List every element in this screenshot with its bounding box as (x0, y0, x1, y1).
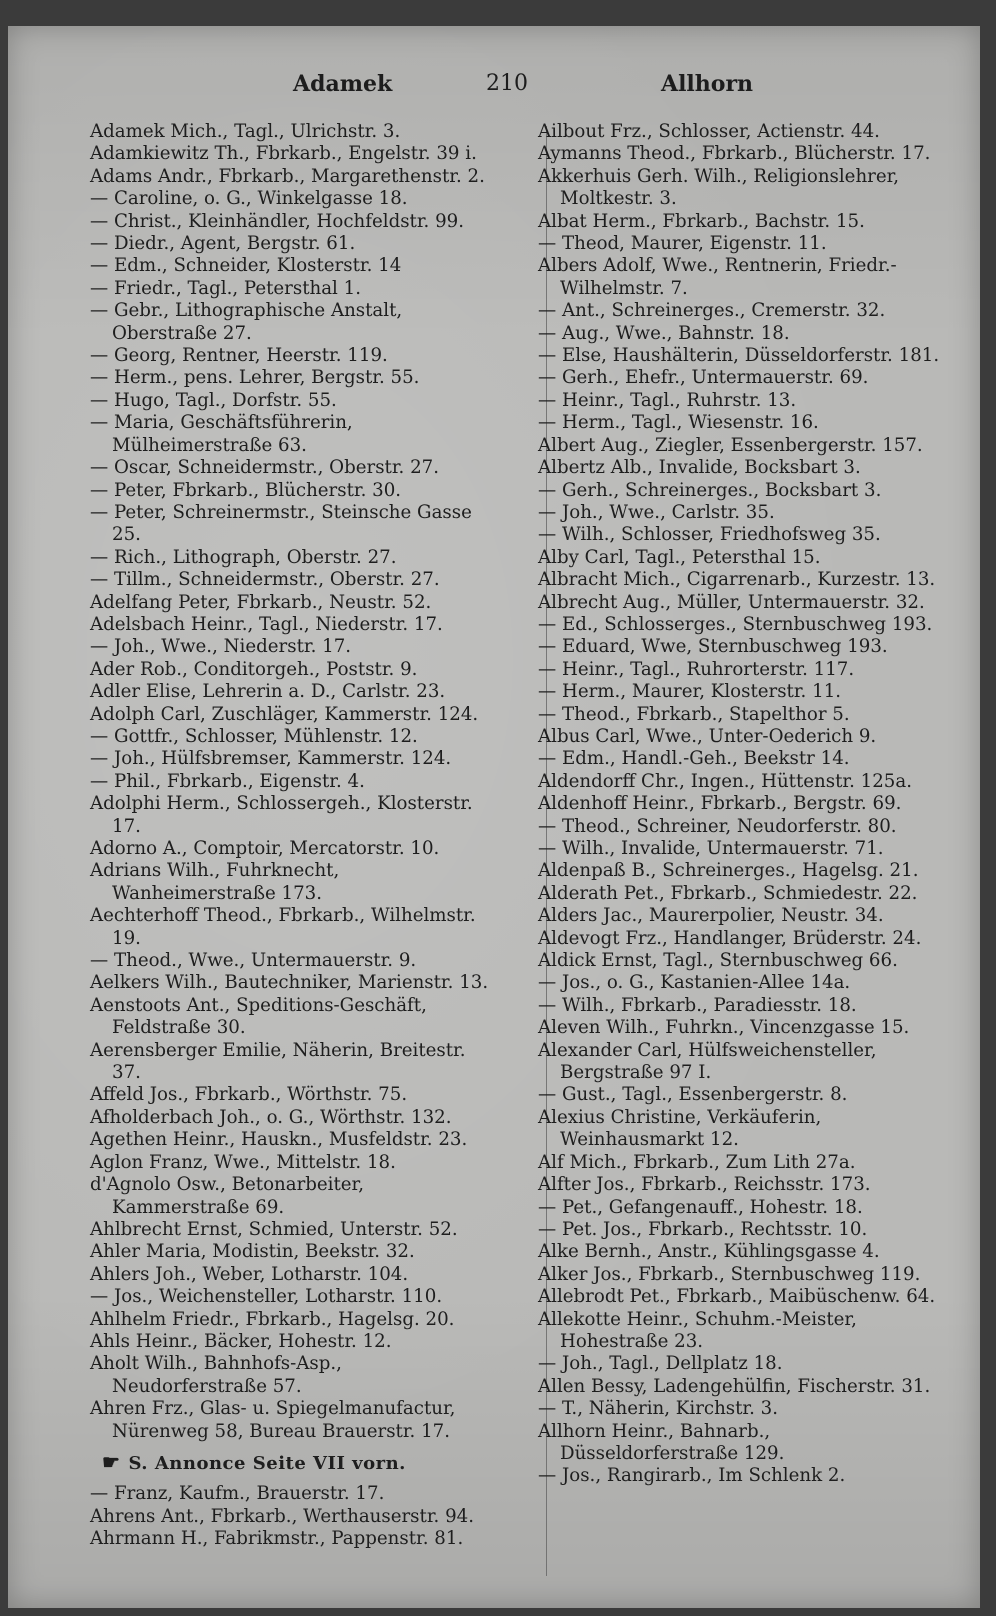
directory-entry: Aldenhoff Heinr., Fbrkarb., Bergstr. 69. (538, 793, 902, 815)
directory-entry: Alexius Christine, Verkäuferin, Weinhausmarkt 12. (538, 1106, 822, 1151)
directory-entry: — Rich., Lithograph, Oberstr. 27. (90, 546, 397, 568)
directory-entry: — Joh., Hülfsbremser, Kammerstr. 124. (90, 748, 452, 770)
directory-entry: Ader Rob., Conditorgeh., Poststr. 9. (90, 658, 418, 680)
directory-entry: Aymanns Theod., Fbrkarb., Blücherstr. 17. (538, 143, 931, 165)
directory-entry: — Theod., Wwe., Untermauerstr. 9. (90, 950, 417, 972)
directory-entry: — Edm., Schneider, Klosterstr. 14 (90, 255, 402, 277)
directory-entry: — Hugo, Tagl., Dorfstr. 55. (90, 389, 337, 411)
directory-entry: — Heinr., Tagl., Ruhrstr. 13. (538, 389, 797, 411)
directory-entry: — Peter, Schreinermstr., Steinsche Gasse 25. (90, 501, 472, 546)
directory-entry: Allebrodt Pet., Fbrkarb., Maibüschenw. 64. (538, 1286, 936, 1308)
header-left-keyword: Adamek (293, 71, 393, 97)
directory-entry: — Joh., Tagl., Dellplatz 18. (538, 1353, 783, 1375)
annonce-notice (90, 1451, 495, 1475)
directory-entry: Alker Jos., Fbrkarb., Sternbuschweg 119. (538, 1263, 921, 1285)
directory-entry: Aerensberger Emilie, Näherin, Breitestr. 37. (90, 1039, 466, 1084)
directory-entry: Albus Carl, Wwe., Unter-Oederich 9. (538, 725, 877, 747)
directory-entry: Alders Jac., Maurerpolier, Neustr. 34. (538, 905, 884, 927)
directory-entry: — Theod, Maurer, Eigenstr. 11. (538, 233, 827, 255)
directory-entry: Adamek Mich., Tagl., Ulrichstr. 3. (90, 121, 401, 142)
directory-entry: Ahren Frz., Glas- u. Spiegelmanufactur, Nürenweg 58, Bureau Brauerstr. 17. (90, 1398, 456, 1442)
directory-entry: Adolph Carl, Zuschläger, Kammerstr. 124. (90, 703, 479, 725)
directory-entry: Ahrens Ant., Fbrkarb., Werthauserstr. 94. (90, 1505, 474, 1527)
directory-entry: Adamkiewitz Th., Fbrkarb., Engelstr. 39 i. (90, 143, 477, 165)
directory-entry: Adorno A., Comptoir, Mercatorstr. 10. (90, 838, 440, 859)
directory-entry: Aelkers Wilh., Bautechniker, Marienstr. 13. (90, 972, 489, 994)
directory-entry: — Gottfr., Schlosser, Mühlenstr. 12. (90, 725, 418, 747)
directory-entry: Ailbout Frz., Schlosser, Actienstr. 44. (538, 121, 880, 142)
directory-entry: — Gust., Tagl., Essenbergerstr. 8. (538, 1084, 848, 1106)
directory-entry: — Gerh., Schreinerges., Bocksbart 3. (538, 479, 882, 501)
directory-entry: Ahlers Joh., Weber, Lotharstr. 104. (90, 1263, 409, 1285)
directory-entry: Alby Carl, Tagl., Petersthal 15. (538, 546, 821, 568)
directory-entry: — Franz, Kaufm., Brauerstr. 17. (90, 1483, 385, 1505)
directory-entry: Allen Bessy, Ladengehülfin, Fischerstr. 31. (538, 1375, 931, 1397)
directory-entry: Adelsbach Heinr., Tagl., Niederstr. 17. (90, 613, 443, 635)
directory-entry: — Herm., pens. Lehrer, Bergstr. 55. (90, 367, 420, 389)
directory-entry: Aldevogt Frz., Handlanger, Brüderstr. 24. (538, 927, 922, 949)
directory-entry: — Ant., Schreinerges., Cremerstr. 32. (538, 300, 886, 322)
directory-entry: — Theod., Fbrkarb., Stapelthor 5. (538, 703, 850, 725)
directory-entry: — Joh., Wwe., Niederstr. 17. (90, 636, 352, 658)
directory-entry: — Wilh., Invalide, Untermauerstr. 71. (538, 838, 884, 859)
directory-entry: Albers Adolf, Wwe., Rentnerin, Friedr.-Wilhelmstr. 7. (538, 255, 897, 299)
directory-entry: — Edm., Handl.-Geh., Beekstr 14. (538, 748, 850, 770)
directory-entry: — Diedr., Agent, Bergstr. 61. (90, 233, 356, 255)
directory-entry: Adolphi Herm., Schlossergeh., Klosterstr. 17. (90, 793, 473, 837)
directory-entry: — Friedr., Tagl., Petersthal 1. (90, 277, 362, 299)
directory-entry: — Joh., Wwe., Carlstr. 35. (538, 501, 775, 523)
directory-page (8, 26, 980, 1608)
directory-entry: — Pet., Gefangenauff., Hohestr. 18. (538, 1196, 863, 1218)
directory-entry: — Herm., Maurer, Klosterstr. 11. (538, 681, 842, 703)
header-right-keyword: Allhorn (661, 71, 754, 97)
directory-entry: Adrians Wilh., Fuhrknecht, Wanheimerstraße 173. (90, 860, 340, 904)
directory-entry: — Gebr., Lithographische Anstalt, Oberstraße 27. (90, 300, 403, 344)
directory-entry: Adelfang Peter, Fbrkarb., Neustr. 52. (90, 591, 432, 613)
directory-entry: — Jos., Rangirarb., Im Schlenk 2. (538, 1465, 846, 1487)
directory-entry: Akkerhuis Gerh. Wilh., Religionslehrer, Moltkestr. 3. (538, 165, 900, 210)
directory-entry: — Jos., Weichensteller, Lotharstr. 110. (90, 1286, 443, 1308)
directory-entry: Aenstoots Ant., Speditions-Geschäft, Feldstraße 30. (90, 994, 427, 1039)
directory-entry: Adams Andr., Fbrkarb., Margarethenstr. 2. (90, 165, 485, 187)
directory-entry: Alexander Carl, Hülfsweichensteller, Bergstraße 97 I. (538, 1039, 877, 1084)
directory-entry: — Gerh., Ehefr., Untermauerstr. 69. (538, 367, 869, 389)
directory-entry: Ahlbrecht Ernst, Schmied, Unterstr. 52. (90, 1218, 458, 1240)
directory-entry: — Theod., Schreiner, Neudorferstr. 80. (538, 815, 897, 837)
directory-entry: Aleven Wilh., Fuhrkn., Vincenzgasse 15. (538, 1017, 910, 1039)
directory-entry: Albrecht Aug., Müller, Untermauerstr. 32. (538, 591, 925, 613)
directory-entry: — Jos., o. G., Kastanien-Allee 14a. (538, 972, 851, 994)
directory-entry: Albertz Alb., Invalide, Bocksbart 3. (538, 457, 861, 479)
directory-entry: — Georg, Rentner, Heerstr. 119. (90, 345, 388, 367)
directory-entry: Ahlhelm Friedr., Fbrkarb., Hagelsg. 20. (90, 1308, 455, 1330)
directory-entry: — Aug., Wwe., Bahnstr. 18. (538, 322, 790, 344)
directory-entry: — Herm., Tagl., Wiesenstr. 16. (538, 412, 819, 434)
directory-entry: Albert Aug., Ziegler, Essenbergerstr. 157. (538, 434, 923, 456)
directory-entry: Allekotte Heinr., Schuhm.-Meister, Hohestraße 23. (538, 1308, 857, 1352)
left-column (90, 121, 495, 1551)
directory-entry: Aldendorff Chr., Ingen., Hüttenstr. 125a. (538, 770, 912, 792)
directory-entry: — Heinr., Tagl., Ruhrorterstr. 117. (538, 658, 855, 680)
directory-entry: d'Agnolo Osw., Betonarbeiter, Kammerstraße 69. (90, 1174, 365, 1218)
directory-entry: — Tillm., Schneidermstr., Oberstr. 27. (90, 569, 440, 591)
page-number: 210 (486, 71, 528, 96)
directory-entry: Alderath Pet., Fbrkarb., Schmiedestr. 22. (538, 882, 918, 904)
directory-entry: Allhorn Heinr., Bahnarb., Düsseldorferstraße 129. (538, 1420, 785, 1464)
directory-entry: — Wilh., Schlosser, Friedhofsweg 35. (538, 524, 881, 546)
directory-entry: — T., Näherin, Kirchstr. 3. (538, 1398, 779, 1420)
directory-entry: — Eduard, Wwe, Sternbuschweg 193. (538, 636, 888, 658)
directory-entry: Alke Bernh., Anstr., Kühlingsgasse 4. (538, 1241, 880, 1263)
directory-entry: — Christ., Kleinhändler, Hochfeldstr. 99. (90, 210, 465, 232)
directory-entry: — Pet. Jos., Fbrkarb., Rechtsstr. 10. (538, 1218, 868, 1240)
directory-entry: — Wilh., Fbrkarb., Paradiesstr. 18. (538, 994, 857, 1016)
directory-entry: — Maria, Geschäftsführerin, Mülheimerstraße 63. (90, 412, 353, 456)
directory-entry: Alfter Jos., Fbrkarb., Reichsstr. 173. (538, 1174, 871, 1196)
page-header (8, 71, 980, 111)
directory-entry: Ahls Heinr., Bäcker, Hohestr. 12. (90, 1330, 392, 1352)
directory-entry: Aldenpaß B., Schreinerges., Hagelsg. 21. (538, 860, 919, 882)
right-column (538, 121, 943, 1488)
directory-entry: — Oscar, Schneidermstr., Oberstr. 27. (90, 457, 440, 479)
directory-entry: Afholderbach Joh., o. G., Wörthstr. 132. (90, 1106, 452, 1128)
directory-entry: Affeld Jos., Fbrkarb., Wörthstr. 75. (90, 1084, 408, 1106)
directory-entry: Ahler Maria, Modistin, Beekstr. 32. (90, 1241, 415, 1263)
directory-entry: Adler Elise, Lehrerin a. D., Carlstr. 23. (90, 681, 446, 703)
annonce-notice-text: S. Annonce Seite VII vorn. (128, 1452, 406, 1474)
pointing-hand-icon: ☛ (102, 1449, 121, 1474)
directory-entry: Albat Herm., Fbrkarb., Bachstr. 15. (538, 210, 865, 232)
directory-entry: — Caroline, o. G., Winkelgasse 18. (90, 188, 408, 210)
directory-entry: — Ed., Schlosserges., Sternbuschweg 193. (538, 613, 933, 635)
directory-entry: Alf Mich., Fbrkarb., Zum Lith 27a. (538, 1151, 856, 1173)
directory-entry: Aldick Ernst, Tagl., Sternbuschweg 66. (538, 950, 898, 972)
directory-entry: Albracht Mich., Cigarrenarb., Kurzestr. 13. (538, 569, 936, 591)
directory-entry: Agethen Heinr., Hauskn., Musfeldstr. 23. (90, 1129, 468, 1151)
directory-entry: Aechterhoff Theod., Fbrkarb., Wilhelmstr. 19. (90, 905, 476, 949)
directory-entry: Aholt Wilh., Bahnhofs-Asp., Neudorferstraße 57. (90, 1353, 342, 1397)
directory-entry: — Phil., Fbrkarb., Eigenstr. 4. (90, 770, 365, 792)
directory-entry: — Else, Haushälterin, Düsseldorferstr. 181. (538, 345, 940, 367)
directory-entry: Ahrmann H., Fabrikmstr., Pappenstr. 81. (90, 1528, 464, 1550)
directory-entry: — Peter, Fbrkarb., Blücherstr. 30. (90, 479, 402, 501)
directory-entry: Aglon Franz, Wwe., Mittelstr. 18. (90, 1151, 396, 1173)
